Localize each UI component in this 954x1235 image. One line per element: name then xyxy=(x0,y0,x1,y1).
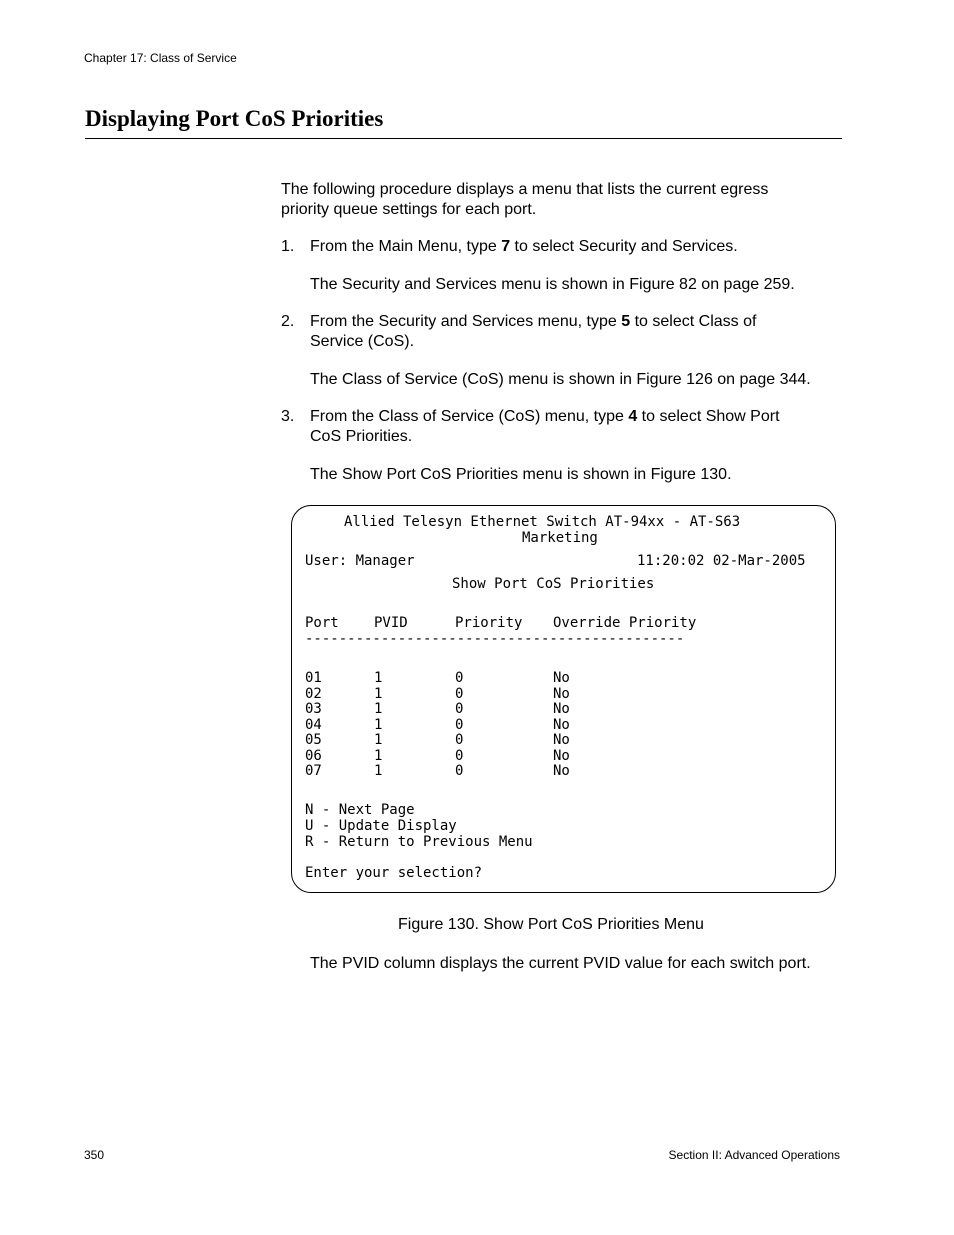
terminal-title: Allied Telesyn Ethernet Switch AT-94xx - AT-S63 xyxy=(344,514,741,530)
row-override: No xyxy=(553,732,570,748)
row-priority: 0 xyxy=(455,717,464,733)
step-text-pre: From the Class of Service (CoS) menu, type xyxy=(310,408,629,425)
row-priority: 0 xyxy=(455,732,464,748)
closing-paragraph: The PVID column displays the current PVID value for each switch port. xyxy=(310,955,811,972)
row-pvid: 1 xyxy=(374,763,383,779)
terminal-menu-title: Show Port CoS Priorities xyxy=(452,576,655,592)
step-text-post: to select Class of xyxy=(630,313,757,330)
figure-caption: Figure 130. Show Port CoS Priorities Menu xyxy=(398,916,704,933)
row-override: No xyxy=(553,763,570,779)
step-text-post: to select Show Port xyxy=(637,408,780,425)
step-number: 2. xyxy=(281,313,295,330)
row-priority: 0 xyxy=(455,701,464,717)
row-port: 03 xyxy=(305,701,322,717)
row-pvid: 1 xyxy=(374,748,383,764)
row-port: 06 xyxy=(305,748,322,764)
step-number: 1. xyxy=(281,238,295,255)
row-pvid: 1 xyxy=(374,670,383,686)
row-port: 01 xyxy=(305,670,322,686)
intro-line: priority queue settings for each port. xyxy=(281,201,537,218)
row-port: 07 xyxy=(305,763,322,779)
step-text-line2: CoS Priorities. xyxy=(310,428,413,445)
row-override: No xyxy=(553,686,570,702)
section-title: Displaying Port CoS Priorities xyxy=(85,106,842,139)
step-key: 7 xyxy=(501,238,511,255)
option-return-menu: R - Return to Previous Menu xyxy=(305,834,533,850)
option-update-display: U - Update Display xyxy=(305,818,457,834)
row-port: 05 xyxy=(305,732,322,748)
row-pvid: 1 xyxy=(374,701,383,717)
step-number: 3. xyxy=(281,408,295,425)
step-key: 4 xyxy=(628,408,638,425)
step-text xyxy=(310,312,756,332)
step-text xyxy=(310,237,738,257)
step-text-pre: From the Security and Services menu, type xyxy=(310,313,622,330)
row-pvid: 1 xyxy=(374,686,383,702)
step-note: The Class of Service (CoS) menu is shown in Figure 126 on page 344. xyxy=(310,371,811,388)
page-number: 350 xyxy=(84,1148,105,1162)
row-priority: 0 xyxy=(455,763,464,779)
row-port: 02 xyxy=(305,686,322,702)
row-pvid: 1 xyxy=(374,717,383,733)
step-note: The Show Port CoS Priorities menu is shown in Figure 130. xyxy=(310,466,732,483)
step-text xyxy=(310,407,780,427)
column-header-pvid: PVID xyxy=(374,615,408,631)
step-key: 5 xyxy=(621,313,631,330)
terminal-subtitle: Marketing xyxy=(522,530,598,546)
column-header-override: Override Priority xyxy=(553,615,697,631)
chapter-label: Chapter 17: Class of Service xyxy=(84,51,237,65)
intro-line: The following procedure displays a menu that lists the current egress xyxy=(281,181,769,198)
row-priority: 0 xyxy=(455,748,464,764)
row-override: No xyxy=(553,717,570,733)
terminal-user: User: Manager xyxy=(305,553,415,569)
row-priority: 0 xyxy=(455,686,464,702)
terminal-separator: --------------------------------------------- xyxy=(305,631,685,647)
step-text-line2: Service (CoS). xyxy=(310,333,415,350)
column-header-port: Port xyxy=(305,615,339,631)
row-override: No xyxy=(553,670,570,686)
footer-section: Section II: Advanced Operations xyxy=(668,1148,840,1162)
row-priority: 0 xyxy=(455,670,464,686)
step-text-pre: From the Main Menu, type xyxy=(310,238,502,255)
column-header-priority: Priority xyxy=(455,615,523,631)
step-note: The Security and Services menu is shown in Figure 82 on page 259. xyxy=(310,276,795,293)
row-port: 04 xyxy=(305,717,322,733)
row-pvid: 1 xyxy=(374,732,383,748)
row-override: No xyxy=(553,701,570,717)
terminal-prompt: Enter your selection? xyxy=(305,865,483,881)
step-text-post: to select Security and Services. xyxy=(510,238,738,255)
row-override: No xyxy=(553,748,570,764)
option-next-page: N - Next Page xyxy=(305,802,415,818)
terminal-datetime: 11:20:02 02-Mar-2005 xyxy=(637,553,806,569)
